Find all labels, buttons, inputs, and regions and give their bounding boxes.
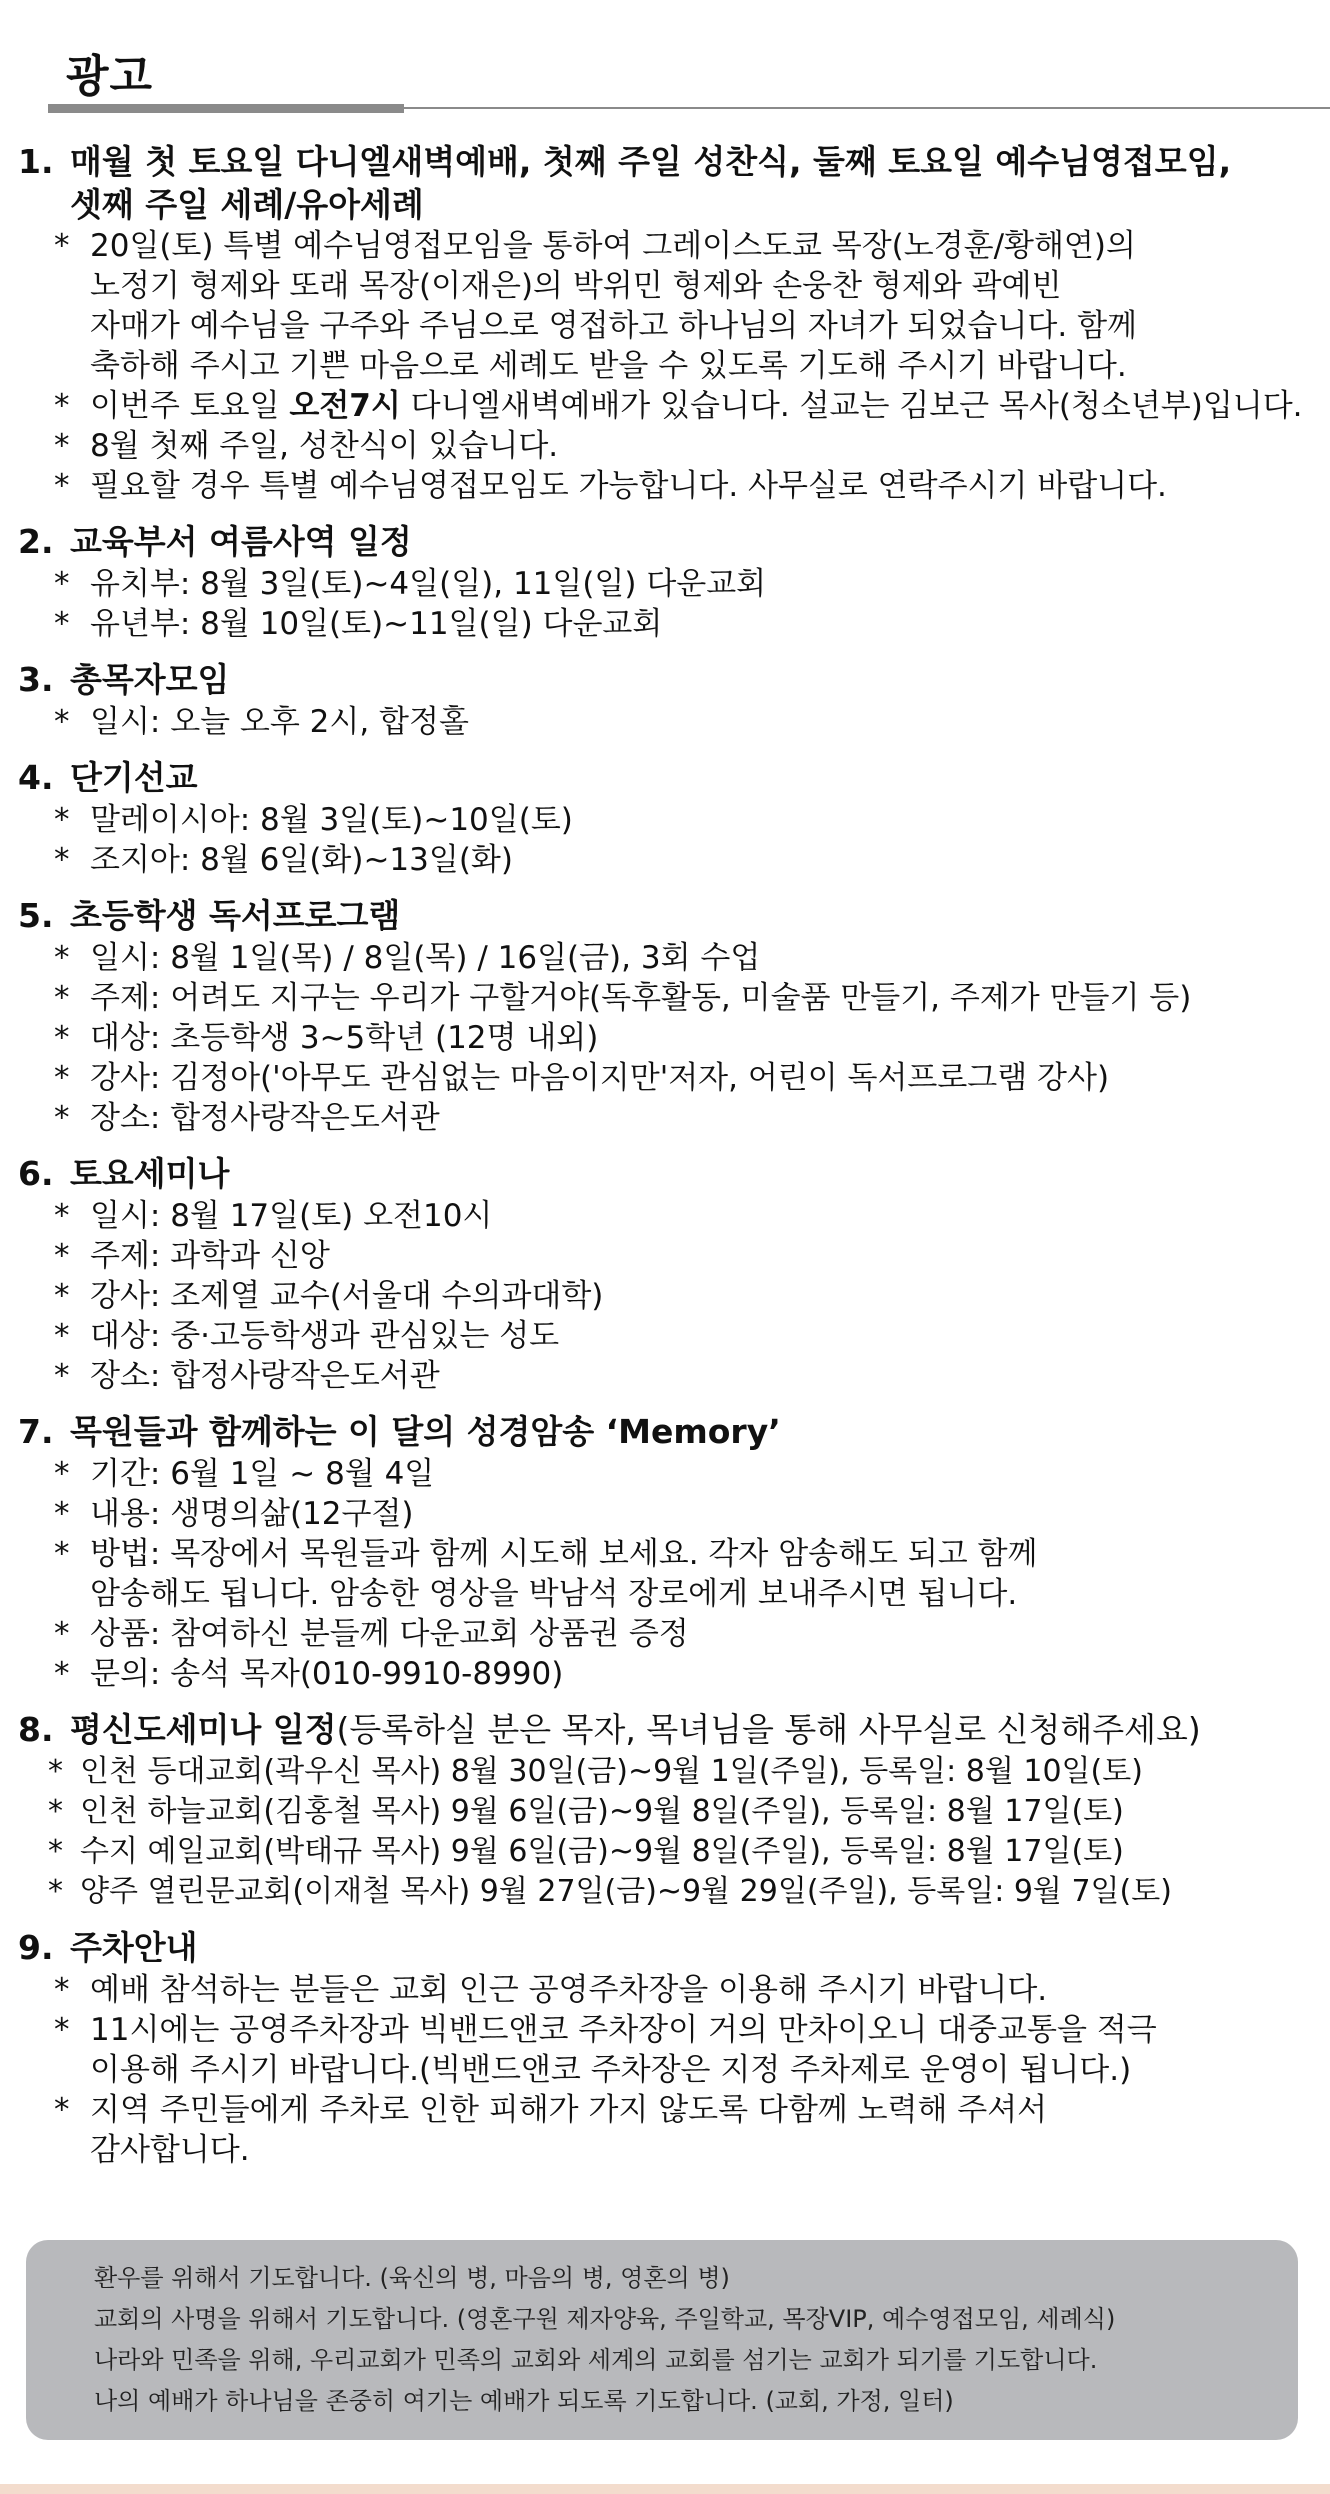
- asterisk-bullet-icon: *: [54, 566, 70, 602]
- item-text: 지역 주민들에게 주차로 인한 피해가 가지 않도록 다함께 노력해 주셔서: [90, 2092, 1048, 2128]
- section-title-text: 초등학생 독서프로그램: [70, 896, 401, 935]
- item-text-prefix: 이번주 토요일: [90, 388, 290, 424]
- asterisk-bullet-icon: *: [54, 842, 70, 878]
- section-title: [18, 1708, 1314, 1752]
- asterisk-bullet-icon: *: [54, 1972, 70, 2008]
- item-text: 주제: 어려도 지구는 우리가 구할거야(독후활동, 미술품 만들기, 주제가 만들기 등): [90, 980, 1192, 1016]
- section-title: [18, 1410, 1314, 1454]
- item-text: 유년부: 8월 10일(토)~11일(일) 다운교회: [90, 606, 663, 642]
- asterisk-bullet-icon: *: [54, 1060, 70, 1096]
- list-item: [18, 1018, 1314, 1058]
- section-short-term-mission: [18, 756, 1314, 880]
- section-number: 5.: [18, 896, 54, 935]
- asterisk-bullet-icon: *: [54, 704, 70, 740]
- list-item: [18, 1494, 1314, 1534]
- item-text: 기간: 6월 1일 ~ 8월 4일: [90, 1456, 435, 1492]
- list-item: [18, 2010, 1314, 2050]
- section-number: 9.: [18, 1928, 54, 1967]
- item-text: 감사합니다.: [90, 2132, 250, 2168]
- section-title-text: 교육부서 여름사역 일정: [70, 522, 412, 561]
- item-text: 11시에는 공영주차장과 빅밴드앤코 주차장이 거의 만차이오니 대중교통을 적극: [90, 2012, 1157, 2048]
- section-number: 7.: [18, 1412, 54, 1451]
- list-item: [18, 226, 1314, 266]
- asterisk-bullet-icon: *: [54, 228, 70, 264]
- item-text: 축하해 주시고 기쁜 마음으로 세례도 받을 수 있도록 기도해 주시기 바랍니다.: [90, 348, 1127, 384]
- asterisk-bullet-icon: *: [54, 1198, 70, 1234]
- list-item-continued: [18, 2130, 1314, 2170]
- list-item: [18, 1454, 1314, 1494]
- item-text: 강사: 김정아('아무도 관심없는 마음이지만'저자, 어린이 독서프로그램 강사): [90, 1060, 1110, 1096]
- section-reading-program: [18, 894, 1314, 1138]
- section-title-text: 총목자모임: [70, 660, 230, 699]
- asterisk-bullet-icon: *: [54, 1318, 70, 1354]
- asterisk-bullet-icon: *: [54, 1100, 70, 1136]
- section-title-text: 평신도세미나 일정: [70, 1710, 337, 1749]
- item-text: 20일(토) 특별 예수님영접모임을 통하여 그레이스도쿄 목장(노경훈/황해연)의: [90, 228, 1136, 264]
- item-text: 수지 예일교회(박태규 목사) 9월 6일(금)~9월 8일(주일), 등록일: 8월 17일(토): [80, 1834, 1124, 1869]
- section-monthly-events: [18, 140, 1314, 506]
- list-item: [18, 2090, 1314, 2130]
- section-title: [18, 520, 1314, 564]
- prayer-list: [94, 2258, 1115, 2422]
- prayer-line: 나의 예배가 하나님을 존중히 여기는 예배가 되도록 기도합니다. (교회, 가정, 일터): [94, 2387, 954, 2415]
- list-item-continued: [18, 2050, 1314, 2090]
- item-text: 방법: 목장에서 목원들과 함께 시도해 보세요. 각자 암송해도 되고 함께: [90, 1536, 1038, 1572]
- asterisk-bullet-icon: *: [54, 606, 70, 642]
- asterisk-bullet-icon: *: [54, 1278, 70, 1314]
- item-text: 장소: 합정사랑작은도서관: [90, 1358, 440, 1394]
- list-item: [18, 978, 1314, 1018]
- item-text: 일시: 8월 1일(목) / 8일(목) / 16일(금), 3회 수업: [90, 940, 761, 976]
- list-item-continued: [18, 266, 1314, 306]
- footer-strip: [0, 2484, 1330, 2494]
- asterisk-bullet-icon: *: [54, 1496, 70, 1532]
- header-rule: [404, 107, 1330, 109]
- section-bible-memory: [18, 1410, 1314, 1694]
- item-text: 양주 열린문교회(이재철 목사) 9월 27일(금)~9월 29일(주일), 등록일: 9월 7일(토): [80, 1874, 1172, 1909]
- asterisk-bullet-icon: *: [54, 428, 70, 464]
- prayer-line: 환우를 위해서 기도합니다. (육신의 병, 마음의 병, 영혼의 병): [94, 2264, 730, 2292]
- item-text: 필요할 경우 특별 예수님영접모임도 가능합니다. 사무실로 연락주시기 바랍니다.: [90, 468, 1167, 504]
- item-text: 8월 첫째 주일, 성찬식이 있습니다.: [90, 428, 559, 464]
- asterisk-bullet-icon: *: [54, 1456, 70, 1492]
- item-text: 상품: 참여하신 분들께 다운교회 상품권 증정: [90, 1616, 689, 1652]
- section-summer-ministry: [18, 520, 1314, 644]
- list-item: [18, 702, 1314, 742]
- list-item: [18, 1792, 1314, 1832]
- item-text-emphasis: 오전7시: [289, 388, 401, 424]
- item-text: 이용해 주시기 바랍니다.(빅밴드앤코 주차장은 지정 주차제로 운영이 됩니다.): [90, 2052, 1132, 2088]
- item-text: 대상: 중·고등학생과 관심있는 성도: [90, 1318, 560, 1354]
- asterisk-bullet-icon: *: [54, 1358, 70, 1394]
- section-parking: [18, 1926, 1314, 2170]
- list-item-continued: [18, 306, 1314, 346]
- list-item: [18, 1752, 1314, 1792]
- section-number: 2.: [18, 522, 54, 561]
- item-text: 문의: 송석 목자(010-9910-8990): [90, 1656, 564, 1692]
- section-title-text: 주차안내: [70, 1928, 198, 1967]
- list-item: [18, 386, 1314, 426]
- item-text: 자매가 예수님을 구주와 주님으로 영접하고 하나님의 자녀가 되었습니다. 함께: [90, 308, 1137, 344]
- item-text: 내용: 생명의삶(12구절): [90, 1496, 414, 1532]
- asterisk-bullet-icon: *: [54, 468, 70, 504]
- item-text: 대상: 초등학생 3~5학년 (12명 내외): [90, 1020, 599, 1056]
- section-title-text: 매월 첫 토요일 다니엘새벽예배, 첫째 주일 성찬식, 둘째 토요일 예수님영접모임,: [70, 142, 1232, 181]
- asterisk-bullet-icon: *: [54, 2012, 70, 2048]
- list-item: [18, 800, 1314, 840]
- asterisk-bullet-icon: *: [48, 1874, 63, 1909]
- list-item: [18, 564, 1314, 604]
- asterisk-bullet-icon: *: [54, 802, 70, 838]
- section-title: [18, 658, 1314, 702]
- list-item: [18, 1236, 1314, 1276]
- asterisk-bullet-icon: *: [54, 980, 70, 1016]
- list-item: [18, 840, 1314, 880]
- item-text: 강사: 조제열 교수(서울대 수의과대학): [90, 1278, 604, 1314]
- asterisk-bullet-icon: *: [48, 1794, 63, 1829]
- section-title-continued: 셋째 주일 세례/유아세례: [70, 185, 424, 224]
- section-shepherds-meeting: [18, 658, 1314, 742]
- item-text: 조지아: 8월 6일(화)~13일(화): [90, 842, 513, 878]
- section-number: 6.: [18, 1154, 54, 1193]
- list-item: [18, 426, 1314, 466]
- asterisk-bullet-icon: *: [54, 1616, 70, 1652]
- section-title: [18, 894, 1314, 938]
- item-text: 말레이시아: 8월 3일(토)~10일(토): [90, 802, 573, 838]
- section-title: [18, 140, 1314, 184]
- list-item: [18, 1058, 1314, 1098]
- item-text: 주제: 과학과 신앙: [90, 1238, 330, 1274]
- section-subtitle: (등록하실 분은 목자, 목녀님을 통해 사무실로 신청해주세요): [336, 1710, 1201, 1749]
- asterisk-bullet-icon: *: [48, 1834, 63, 1869]
- announcement-list: [18, 140, 1314, 2184]
- list-item-continued: [18, 346, 1314, 386]
- announcements-header: [48, 36, 1288, 112]
- item-text: 일시: 오늘 오후 2시, 합정홀: [90, 704, 469, 740]
- asterisk-bullet-icon: *: [54, 1020, 70, 1056]
- list-item: [18, 1614, 1314, 1654]
- section-title: [18, 1152, 1314, 1196]
- list-item: [18, 1356, 1314, 1396]
- section-title: [18, 1926, 1314, 1970]
- page-title: 광고: [66, 51, 154, 102]
- item-text: 일시: 8월 17일(토) 오전10시: [90, 1198, 493, 1234]
- list-item: [18, 1872, 1314, 1912]
- item-text-suffix: 다니엘새벽예배가 있습니다. 설교는 김보근 목사(청소년부)입니다.: [400, 388, 1303, 424]
- asterisk-bullet-icon: *: [54, 1656, 70, 1692]
- prayer-box: [26, 2240, 1298, 2440]
- section-lay-seminar: [18, 1708, 1314, 1912]
- list-item: [18, 1276, 1314, 1316]
- asterisk-bullet-icon: *: [54, 2092, 70, 2128]
- asterisk-bullet-icon: *: [48, 1754, 63, 1789]
- list-item: [18, 1970, 1314, 2010]
- asterisk-bullet-icon: *: [54, 1238, 70, 1274]
- item-text: 인천 하늘교회(김홍철 목사) 9월 6일(금)~9월 8일(주일), 등록일: 8월 17일(토): [80, 1794, 1124, 1829]
- item-text: 유치부: 8월 3일(토)~4일(일), 11일(일) 다운교회: [90, 566, 767, 602]
- section-title-text: 단기선교: [70, 758, 198, 797]
- item-text: 예배 참석하는 분들은 교회 인근 공영주차장을 이용해 주시기 바랍니다.: [90, 1972, 1048, 2008]
- list-item-continued: [18, 1574, 1314, 1614]
- header-rule-accent: [48, 104, 404, 113]
- section-number: 1.: [18, 142, 54, 181]
- list-item: [18, 938, 1314, 978]
- list-item: [18, 1098, 1314, 1138]
- item-text: 인천 등대교회(곽우신 목사) 8월 30일(금)~9월 1일(주일), 등록일: 8월 10일(토): [80, 1754, 1143, 1789]
- list-item: [18, 1196, 1314, 1236]
- list-item: [18, 466, 1314, 506]
- section-number: 8.: [18, 1710, 54, 1749]
- prayer-line: 나라와 민족을 위해, 우리교회가 민족의 교회와 세계의 교회를 섬기는 교회가 되기를 기도합니다.: [94, 2346, 1098, 2374]
- list-item: [18, 1654, 1314, 1694]
- section-title: [18, 756, 1314, 800]
- list-item: [18, 1316, 1314, 1356]
- section-title-text: 토요세미나: [70, 1154, 230, 1193]
- asterisk-bullet-icon: *: [54, 940, 70, 976]
- list-item: [18, 1534, 1314, 1574]
- asterisk-bullet-icon: *: [54, 388, 70, 424]
- section-number: 4.: [18, 758, 54, 797]
- item-text: 장소: 합정사랑작은도서관: [90, 1100, 440, 1136]
- item-text: 암송해도 됩니다. 암송한 영상을 박남석 장로에게 보내주시면 됩니다.: [90, 1576, 1018, 1612]
- asterisk-bullet-icon: *: [54, 1536, 70, 1572]
- section-title-text: 목원들과 함께하는 이 달의 성경암송 ‘Memory’: [70, 1412, 781, 1451]
- section-saturday-seminar: [18, 1152, 1314, 1396]
- list-item: [18, 1832, 1314, 1872]
- prayer-line: 교회의 사명을 위해서 기도합니다. (영혼구원 제자양육, 주일학교, 목장VIP, 예수영접모임, 세례식): [94, 2305, 1116, 2333]
- section-number: 3.: [18, 660, 54, 699]
- list-item: [18, 604, 1314, 644]
- item-text: 노정기 형제와 또래 목장(이재은)의 박위민 형제와 손웅찬 형제와 곽예빈: [90, 268, 1062, 304]
